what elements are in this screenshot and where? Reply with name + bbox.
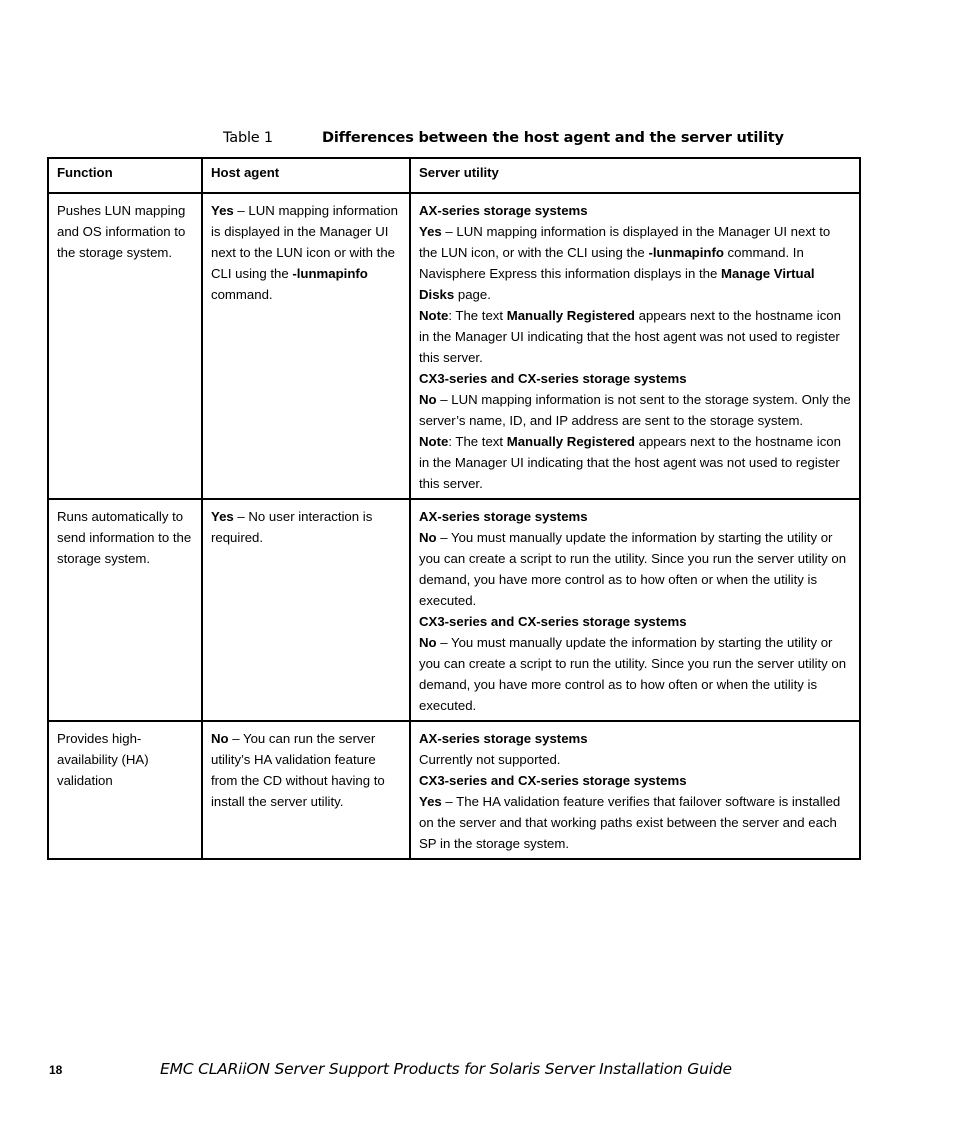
host-agent-cell: Yes – LUN mapping information is displayed in the Manager UI next to the LUN icon or with the CLI using the -lunmapinfo command.: [202, 193, 410, 499]
cx-series-heading: CX3-series and CX-series storage systems: [419, 614, 687, 629]
cx-series-heading: CX3-series and CX-series storage systems: [419, 773, 687, 788]
running-footer-title: EMC CLARiiON Server Support Products for Solaris Server Installation Guide: [160, 1060, 732, 1078]
header-server-utility: Server utility: [410, 158, 860, 193]
function-cell: Runs automatically to send information to the storage system.: [48, 499, 202, 721]
table-number: Table 1: [223, 130, 273, 146]
header-function: Function: [48, 158, 202, 193]
table-row: [48, 721, 860, 859]
table-row: [48, 193, 860, 499]
function-cell: Pushes LUN mapping and OS information to the storage system.: [48, 193, 202, 499]
table-title: Differences between the host agent and the server utility: [322, 130, 784, 146]
table-caption: [223, 130, 784, 146]
cx-series-heading: CX3-series and CX-series storage systems: [419, 371, 687, 386]
host-agent-cell: No – You can run the server utility’s HA validation feature from the CD without having to install the server utility.: [202, 721, 410, 859]
cx-note: Note: The text Manually Registered appears next to the hostname icon in the Manager UI indicating that the host agent was not used to register this server.: [419, 434, 841, 491]
table-header-row: [48, 158, 860, 193]
ax-series-heading: AX-series storage systems: [419, 203, 588, 218]
page-number: 18: [49, 1063, 63, 1077]
ax-series-heading: AX-series storage systems: [419, 509, 588, 524]
ax-series-heading: AX-series storage systems: [419, 731, 588, 746]
header-host-agent: Host agent: [202, 158, 410, 193]
host-agent-cell: Yes – No user interaction is required.: [202, 499, 410, 721]
ax-note: Note: The text Manually Registered appears next to the hostname icon in the Manager UI indicating that the host agent was not used to register this server.: [419, 308, 841, 365]
differences-table: [47, 157, 861, 860]
server-utility-cell: AX-series storage systems Yes – LUN mapping information is displayed in the Manager UI next to the LUN icon, or with the CLI using the -lunmapinfo command. In Navisphere Express this information displays in the Manage Virtual Disks page. Note: The text Manually Registered appears next to the hostname icon in the Manager UI indicating that the host agent was not used to register this server. CX3-series and CX-series storage systems No – LUN mapping information is not sent to the storage system. Only the server’s name, ID, and IP address are sent to the storage system. Note: The text Manually Registered appears next to the hostname icon in the Manager UI indicating that the host agent was not used to register this server.: [410, 193, 860, 499]
server-utility-cell: AX-series storage systems Currently not supported. CX3-series and CX-series storage systems Yes – The HA validation feature verifies that failover software is installed on the server and that working paths exist between the server and each SP in the storage system.: [410, 721, 860, 859]
server-utility-cell: AX-series storage systems No – You must manually update the information by starting the utility or you can create a script to run the utility. Since you run the server utility on demand, you have more control as to how often or when the utility is executed. CX3-series and CX-series storage systems No – You must manually update the information by starting the utility or you can create a script to run the utility. Since you run the server utility on demand, you have more control as to how often or when the utility is executed.: [410, 499, 860, 721]
function-cell: Provides high-availability (HA) validation: [48, 721, 202, 859]
table-row: [48, 499, 860, 721]
